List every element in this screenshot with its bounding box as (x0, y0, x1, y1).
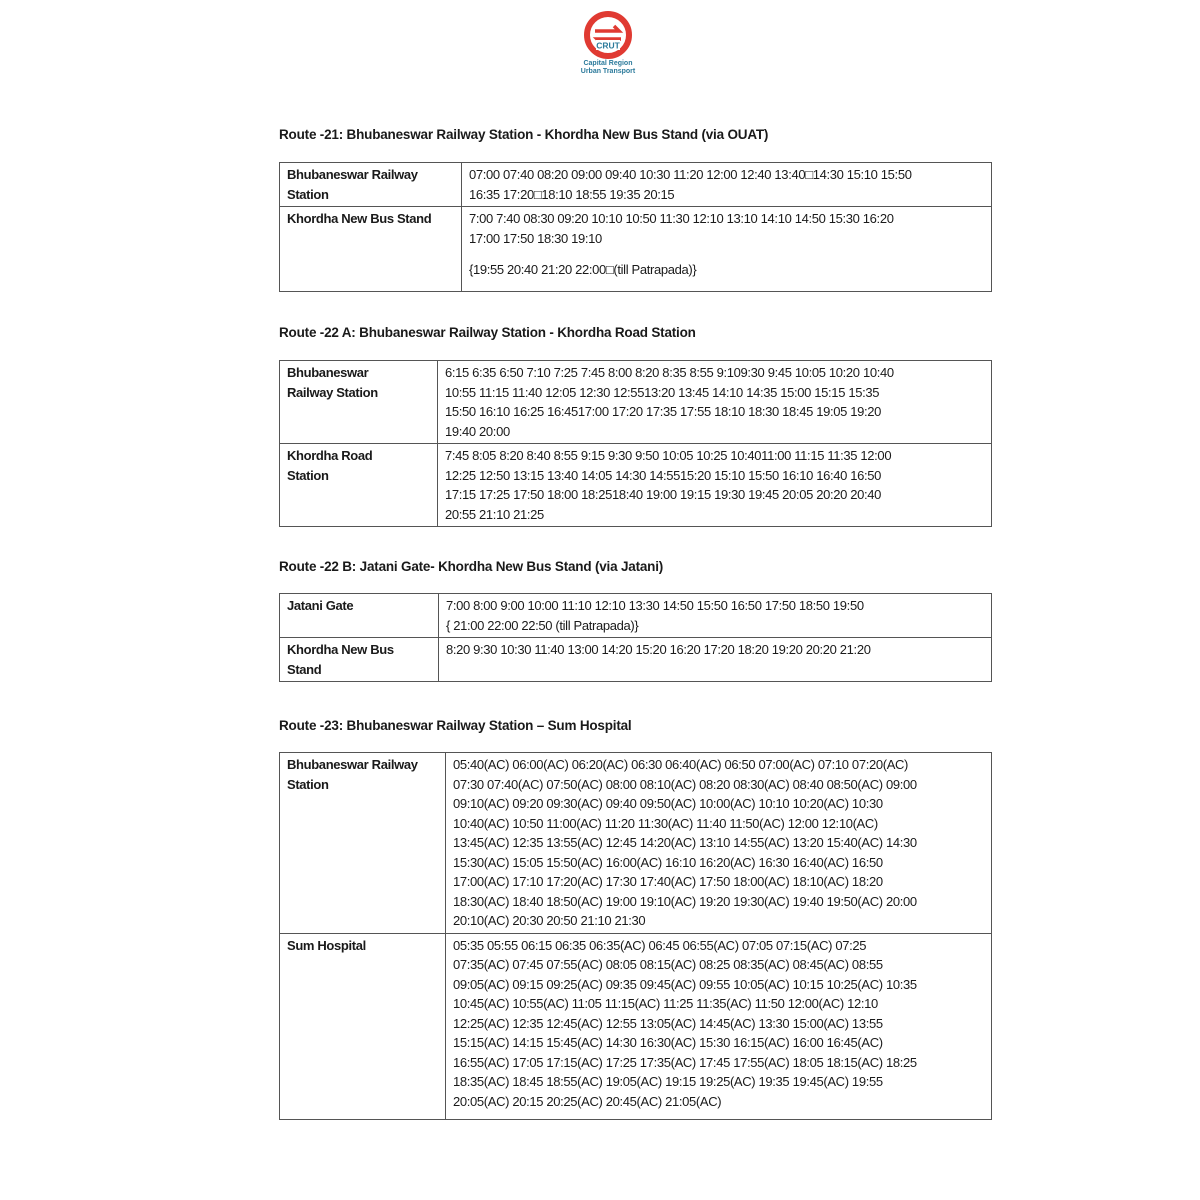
departure-times-line: 17:00 17:50 18:30 19:10 (469, 230, 602, 246)
route-timetable (279, 593, 992, 682)
departure-times-line: 15:15(AC) 14:15 15:45(AC) 14:30 16:30(AC) 15:30 16:15(AC) 16:00 16:45(AC) (453, 1035, 883, 1050)
departure-times-line: 09:10(AC) 09:20 09:30(AC) 09:40 09:50(AC) 10:00(AC) 10:10 10:20(AC) 10:30 (453, 796, 883, 811)
departure-times-line: 7:45 8:05 8:20 8:40 8:55 9:15 9:30 9:50 10:05 10:25 10:4011:00 11:15 11:35 12:00 (445, 448, 892, 463)
departure-times-line: 18:30(AC) 18:40 18:50(AC) 19:00 19:10(AC) 19:20 19:30(AC) 19:40 19:50(AC) 20:00 (453, 893, 917, 909)
departure-times-cell (439, 594, 992, 638)
departure-times-cell (439, 638, 992, 682)
logo-line-2: Urban Transport (580, 68, 636, 75)
route-title: Route -22 A: Bhubaneswar Railway Station - Khordha Road Station (279, 325, 696, 340)
route-timetable (279, 162, 992, 292)
route-title: Route -21: Bhubaneswar Railway Station - Khordha New Bus Stand (via OUAT) (279, 127, 769, 142)
station-name-line: Station (287, 467, 329, 483)
station-name-cell (280, 207, 462, 292)
departure-times-line: 07:35(AC) 07:45 07:55(AC) 08:05 08:15(AC) 08:25 08:35(AC) 08:45(AC) 08:55 (453, 957, 883, 972)
station-name-line: Station (287, 776, 329, 792)
departure-times-line: 16:35 17:20□18:10 18:55 19:35 20:15 (469, 186, 675, 202)
departure-times-line: 17:00(AC) 17:10 17:20(AC) 17:30 17:40(AC) 17:50 18:00(AC) 18:10(AC) 18:20 (453, 874, 883, 889)
route-title: Route -22 B: Jatani Gate- Khordha New Bus Stand (via Jatani) (279, 559, 664, 574)
departure-times-line: 7:00 8:00 9:00 10:00 11:10 12:10 13:30 14:50 15:50 16:50 17:50 18:50 19:50 (446, 598, 864, 613)
table-row (280, 444, 992, 527)
station-name-cell (280, 753, 446, 934)
departure-times-cell (438, 444, 992, 527)
departure-times-line: 10:45(AC) 10:55(AC) 11:05 11:15(AC) 11:25 11:35(AC) 11:50 12:00(AC) 12:10 (453, 996, 878, 1011)
departure-times-line: 16:55(AC) 17:05 17:15(AC) 17:25 17:35(AC) 17:45 17:55(AC) 18:05 18:15(AC) 18:25 (453, 1054, 917, 1070)
departure-times-line: 15:30(AC) 15:05 15:50(AC) 16:00(AC) 16:10 16:20(AC) 16:30 16:40(AC) 16:50 (453, 854, 883, 870)
station-name-line: Bhubaneswar (287, 365, 369, 380)
departure-times-cell (462, 207, 992, 292)
table-row (280, 933, 992, 1119)
station-name-line: Khordha New Bus (287, 642, 394, 657)
departure-times-line: 20:10(AC) 20:30 20:50 21:10 21:30 (453, 913, 646, 928)
departure-times-line: 05:40(AC) 06:00(AC) 06:20(AC) 06:30 06:40(AC) 06:50 07:00(AC) 07:10 07:20(AC) (453, 757, 909, 772)
departure-times-line: {19:55 20:40 21:20 22:00□(till Patrapada)} (469, 262, 697, 277)
departure-times-cell (446, 753, 992, 934)
station-name-cell (280, 594, 439, 638)
departure-times-line: 20:05(AC) 20:15 20:25(AC) 20:45(AC) 21:05(AC) (453, 1093, 722, 1109)
departure-times-line: 19:40 20:00 (445, 423, 510, 439)
station-name-cell (280, 444, 438, 527)
route-title: Route -23: Bhubaneswar Railway Station – Sum Hospital (279, 718, 632, 733)
departure-times-line: { 21:00 22:00 22:50 (till Patrapada)} (446, 617, 639, 633)
crut-logo (578, 10, 638, 86)
departure-times-line: 15:50 16:10 16:25 16:4517:00 17:20 17:35 17:55 18:10 18:30 18:45 19:05 19:20 (445, 404, 882, 419)
crut-logo-icon (583, 10, 633, 60)
departure-times-line: 18:35(AC) 18:45 18:55(AC) 19:05(AC) 19:15 19:25(AC) 19:35 19:45(AC) 19:55 (453, 1074, 883, 1089)
departure-times-line: 13:45(AC) 12:35 13:55(AC) 12:45 14:20(AC) 13:10 14:55(AC) 13:20 15:40(AC) 14:30 (453, 835, 917, 850)
departure-times-line: 07:00 07:40 08:20 09:00 09:40 10:30 11:20 12:00 12:40 13:40□14:30 15:10 15:50 (469, 167, 912, 182)
departure-times-line: 8:20 9:30 10:30 11:40 13:00 14:20 15:20 16:20 17:20 18:20 19:20 20:20 21:20 (446, 642, 871, 657)
table-row (280, 207, 992, 292)
station-name-line: Sum Hospital (287, 937, 366, 953)
station-name-line: Khordha New Bus Stand (287, 211, 432, 226)
route-timetable (279, 752, 992, 1120)
route-timetable (279, 360, 992, 527)
station-name-line: Railway Station (287, 384, 378, 400)
station-name-line: Khordha Road (287, 448, 373, 463)
departure-times-cell (438, 361, 992, 444)
departure-times-line: 07:30 07:40(AC) 07:50(AC) 08:00 08:10(AC) 08:20 08:30(AC) 08:40 08:50(AC) 09:00 (453, 776, 917, 792)
departure-times-cell (446, 933, 992, 1119)
station-name-cell (280, 163, 462, 207)
table-row (280, 638, 992, 682)
departure-times-line: 05:35 05:55 06:15 06:35 06:35(AC) 06:45 06:55(AC) 07:05 07:15(AC) 07:25 (453, 937, 867, 953)
station-name-line: Station (287, 186, 329, 202)
table-row (280, 361, 992, 444)
station-name-line: Bhubaneswar Railway (287, 757, 418, 772)
logo-line-1: Capital Region (583, 60, 633, 67)
departure-times-line: 7:00 7:40 08:30 09:20 10:10 10:50 11:30 12:10 13:10 14:10 14:50 15:30 16:20 (469, 211, 894, 226)
station-name-line: Jatani Gate (287, 598, 354, 613)
departure-times-line: 12:25 12:50 13:15 13:40 14:05 14:30 14:5515:20 15:10 15:50 16:10 16:40 16:50 (445, 467, 882, 483)
departure-times-line: 12:25(AC) 12:35 12:45(AC) 12:55 13:05(AC) 14:45(AC) 13:30 15:00(AC) 13:55 (453, 1015, 883, 1031)
table-row (280, 753, 992, 934)
svg-text:CRUT: CRUT (596, 40, 620, 51)
departure-times-line: 17:15 17:25 17:50 18:00 18:2518:40 19:00 19:15 19:30 19:45 20:05 20:20 20:40 (445, 487, 882, 502)
station-name-cell (280, 361, 438, 444)
departure-times-line: 20:55 21:10 21:25 (445, 506, 544, 522)
departure-times-line: 09:05(AC) 09:15 09:25(AC) 09:35 09:45(AC) 09:55 10:05(AC) 10:15 10:25(AC) 10:35 (453, 976, 917, 992)
table-row (280, 594, 992, 638)
station-name-cell (280, 638, 439, 682)
departure-times-line: 6:15 6:35 6:50 7:10 7:25 7:45 8:00 8:20 8:35 8:55 9:109:30 9:45 10:05 10:20 10:40 (445, 365, 894, 380)
departure-times-line: 10:55 11:15 11:40 12:05 12:30 12:5513:20 13:45 14:10 14:35 15:00 15:15 15:35 (445, 384, 880, 400)
table-row (280, 163, 992, 207)
station-name-line: Stand (287, 661, 322, 677)
station-name-line: Bhubaneswar Railway (287, 167, 418, 182)
departure-times-line: 10:40(AC) 10:50 11:00(AC) 11:20 11:30(AC) 11:40 11:50(AC) 12:00 12:10(AC) (453, 815, 878, 831)
station-name-cell (280, 933, 446, 1119)
departure-times-cell (462, 163, 992, 207)
